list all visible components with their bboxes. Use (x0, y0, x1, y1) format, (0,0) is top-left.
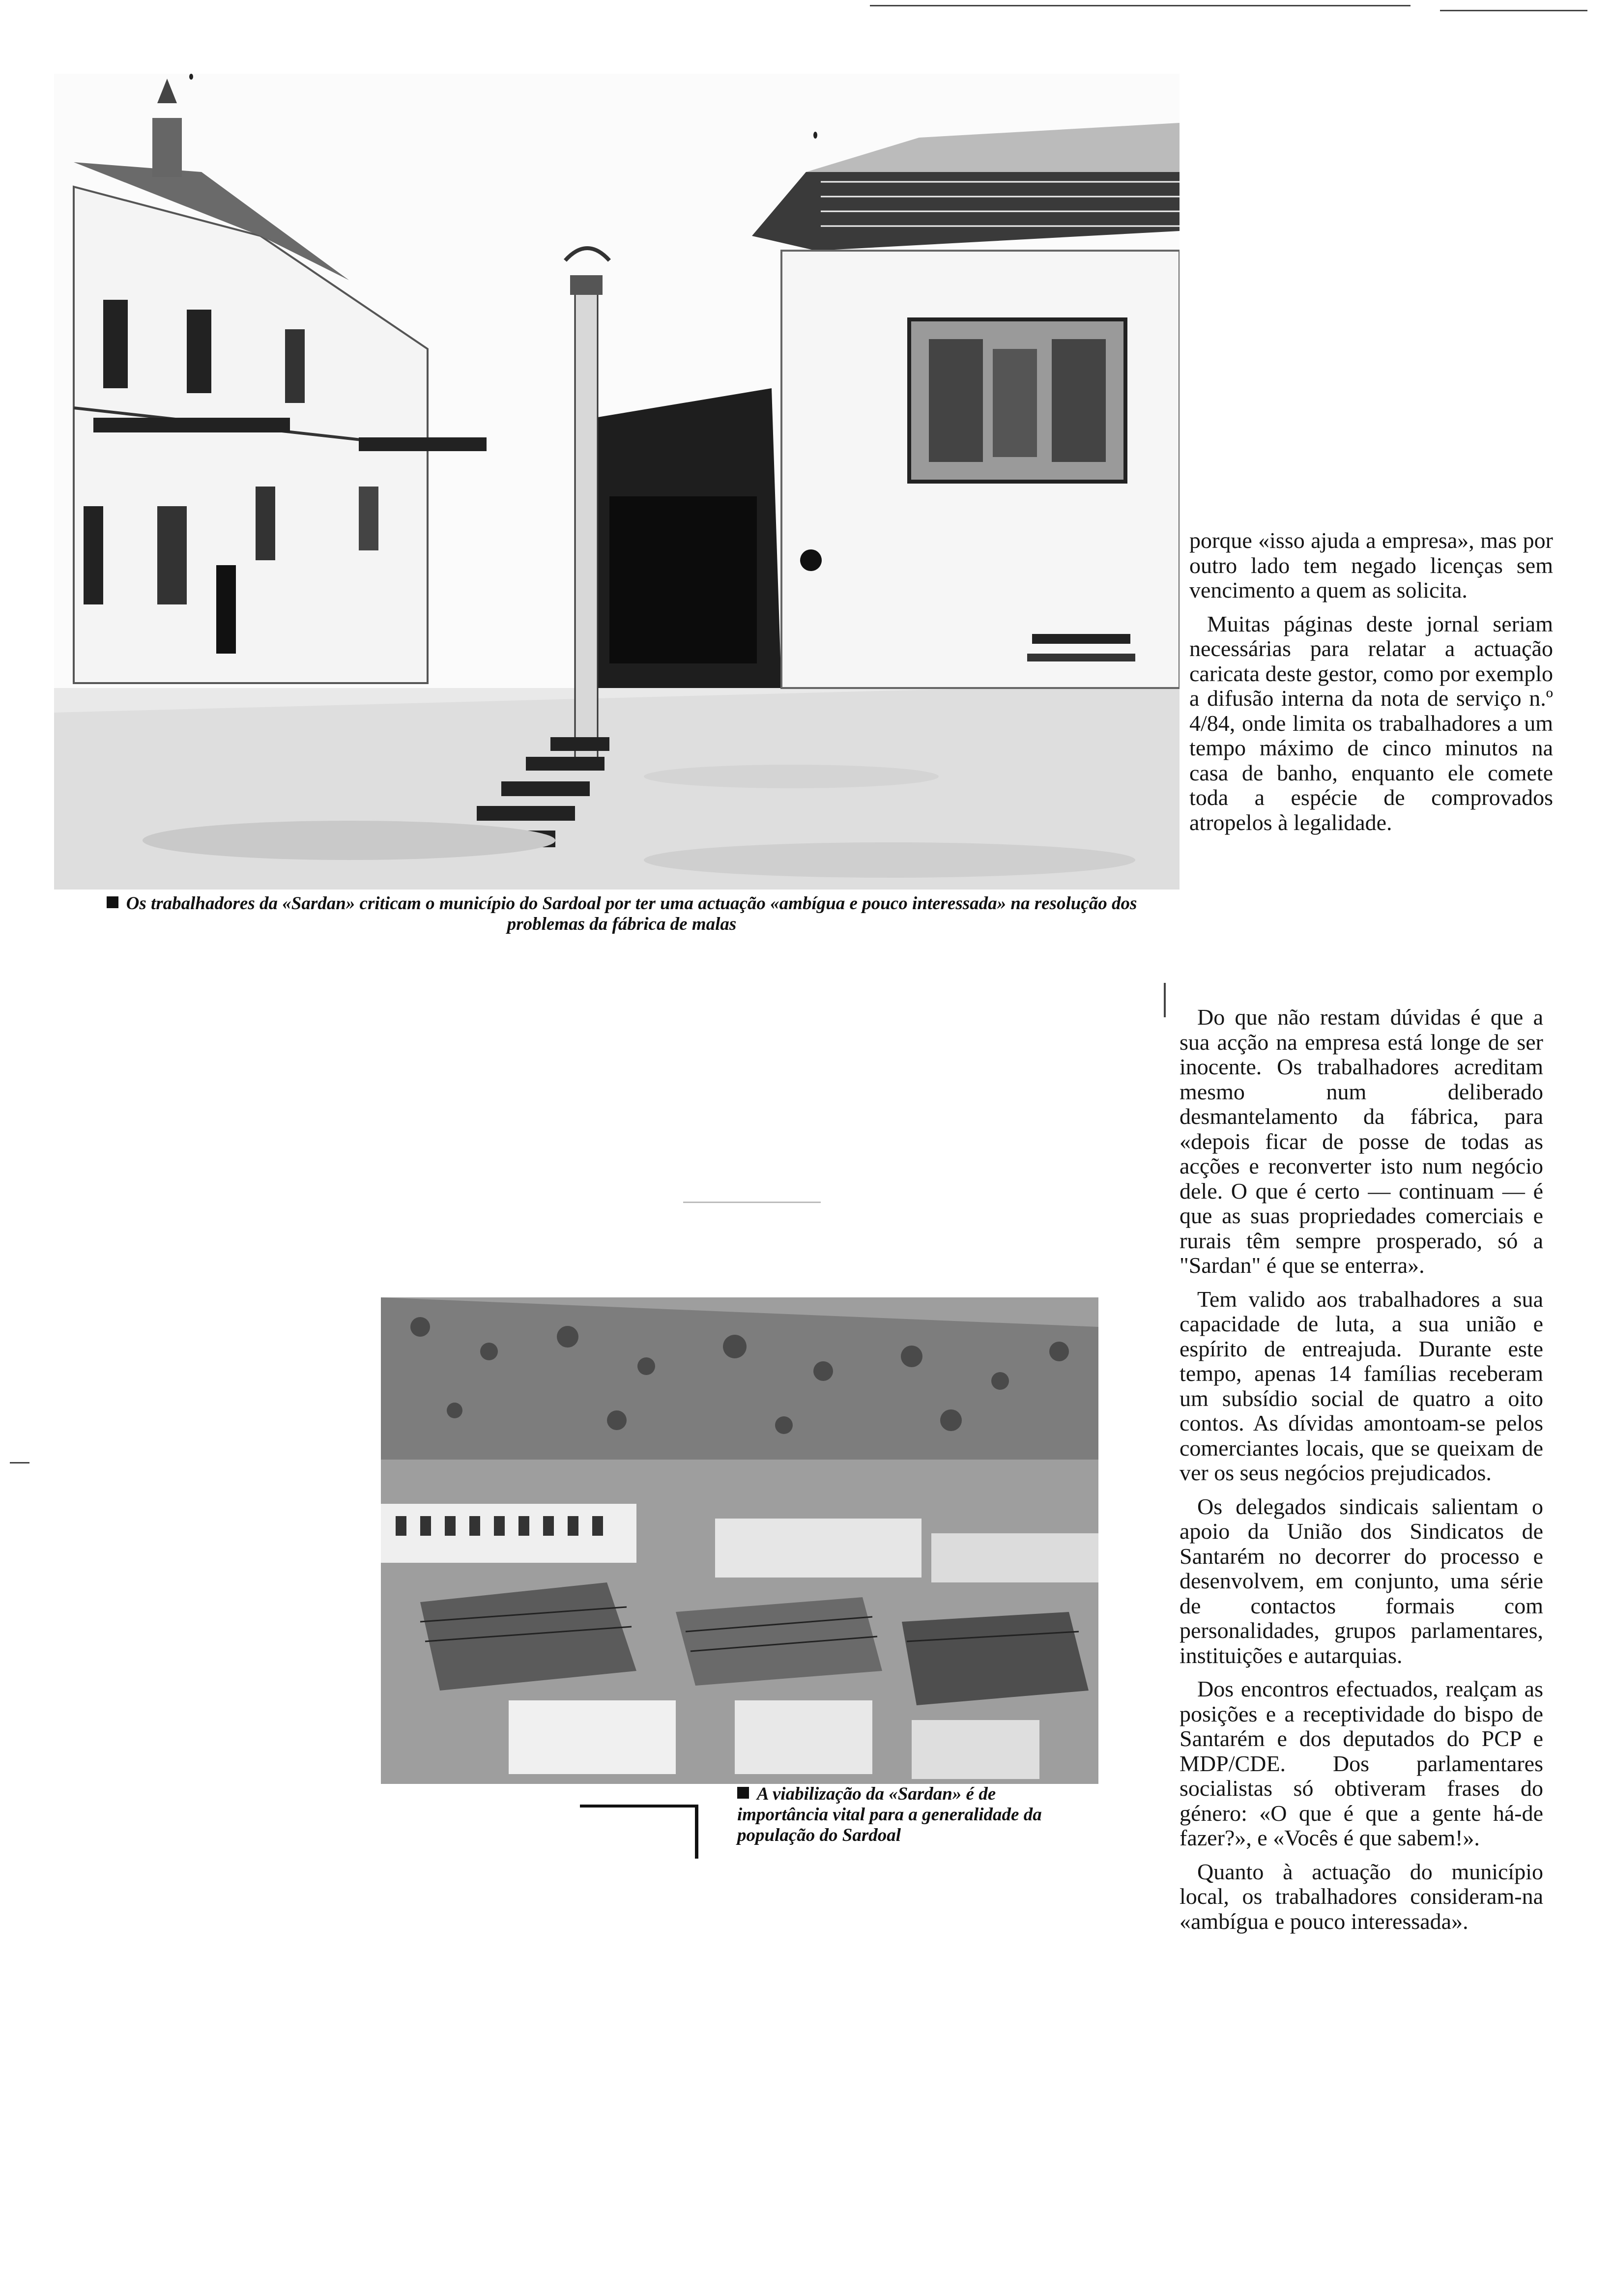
paragraph: Dos encontros efectuados, realçam as posições e a receptividade do bispo de Santarém e dos deputados do PCP e MDP/CDE. Dos parlamentares socialistas só obtiveram frases do género: «O que é que a gente há-de fazer?», e «Vocês é que sabem!». (1180, 1676, 1543, 1850)
bottom-photo-caption (737, 1784, 1081, 1846)
scan-mark (10, 1462, 29, 1464)
scan-mark (683, 1202, 821, 1203)
scan-speck (189, 74, 193, 80)
top-rule-right (1440, 10, 1587, 11)
article-column-upper (1189, 528, 1553, 844)
caption-bracket-horizontal (580, 1805, 698, 1808)
town-rooftops-photo (381, 1297, 1098, 1784)
paragraph: porque «isso ajuda a empresa», mas por outro lado tem negado licenças sem vencimento a quem as solicita. (1189, 528, 1553, 603)
top-photo-caption (74, 893, 1170, 935)
street-square-photo (54, 74, 1180, 890)
paragraph: Muitas páginas deste jornal seriam necessárias para relatar a actuação caricata deste gestor, como por exemplo a difusão interna da nota de serviço n.º 4/84, onde limita os trabalhadores a um tempo máximo de cinco minutos na casa de banho, enquanto ele comete toda a espécie de comprovados atropelos à legalidade. (1189, 611, 1553, 835)
bottom-photo-caption-text: A viabilização da «Sardan» é de importância vital para a generalidade da população do Sardoal (737, 1784, 1042, 1845)
article-column-lower (1180, 1005, 1543, 1943)
paragraph: Os delegados sindicais salientam o apoio da União dos Sindicatos de Santarém no decorrer do processo e desenvolvem, em conjunto, uma série de contactos formais com personalidades, grupos parlamentares, instituições e autarquias. (1180, 1493, 1543, 1668)
paragraph: Do que não restam dúvidas é que a sua acção na empresa está longe de ser inocente. Os trabalhadores acreditam mesmo num deliberado desmantelamento da fábrica, para «depois ficar de posse de todas as acções e reconverter isto num negócio dele. O que é certo — continuam — é que as suas propriedades comerciais e rurais têm sempre prosperado, só a "Sardan" é que se enterra». (1180, 1004, 1543, 1278)
caption-bracket-vertical (695, 1805, 698, 1859)
top-photo-caption-text: Os trabalhadores da «Sardan» criticam o município do Sardoal por ter uma actuação «ambígua e pouco interessada» na resolução dos problemas da fábrica de malas (126, 893, 1137, 934)
paragraph: Tem valido aos trabalhadores a sua capacidade de luta, a sua união e espírito de entreajuda. Durante este tempo, apenas 14 famílias receberam um subsídio social de quatro a oito contos. As dívidas amontoam-se pelos comerciantes locais, que se queixam de ver os seus negócios prejudicados. (1180, 1286, 1543, 1485)
top-rule-left (870, 5, 1410, 6)
scan-speck (813, 132, 817, 139)
column-separator-mark (1164, 983, 1166, 1017)
caption-bullet-icon (107, 896, 118, 908)
caption-bullet-icon (737, 1787, 749, 1799)
paragraph: Quanto à actuação do município local, os trabalhadores consideram-na «ambígua e pouco interessada». (1180, 1859, 1543, 1934)
